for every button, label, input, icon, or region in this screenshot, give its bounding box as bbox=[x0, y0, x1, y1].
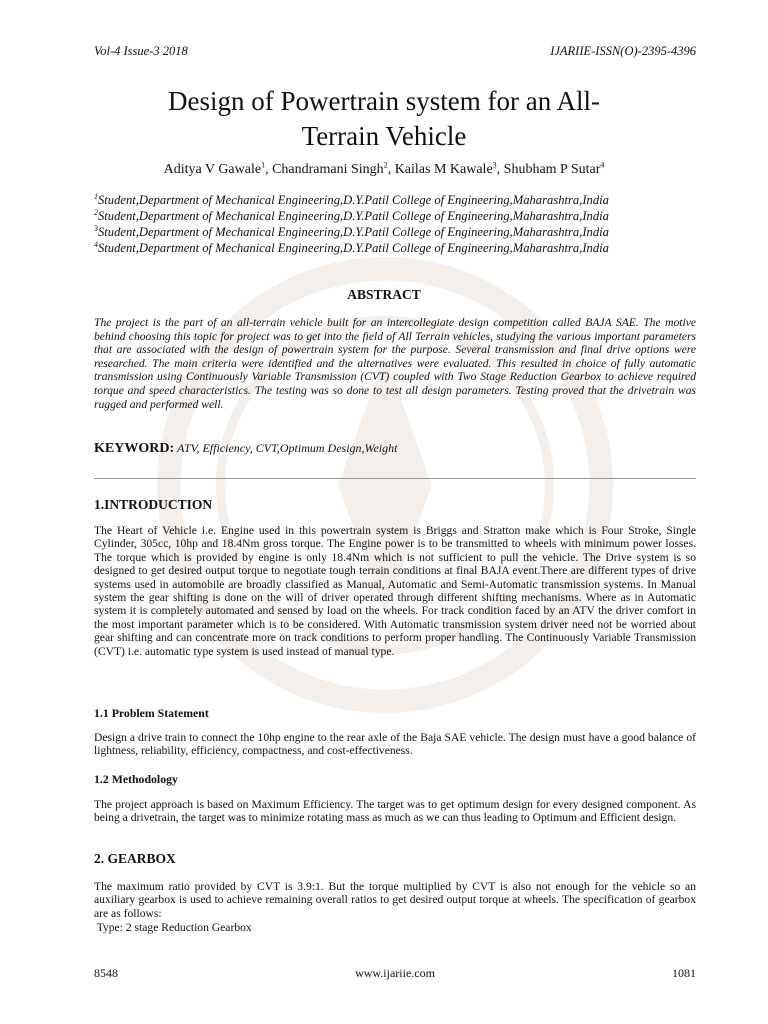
author-list: Aditya V Gawale$^1$, Chandramani Singh$^2$, Kailas M Kawale$^3$, Shubham P Sutar$^4$ bbox=[163, 160, 605, 177]
author-sup: 1 bbox=[261, 160, 266, 170]
intro-paragraph: The Heart of Vehicle i.e. Engine used in this powertrain system is Briggs and Stratton make which is Four Stroke, Single Cylinder, 305cc, 10hp and 18.4Nm gross torque. The Engine power is to be transmitted to wheels with minimum power losses. The torque which is provided by engine is only 18.4Nm which is not sufficient to pull the vehicle. The Drive system is so designed to get desired output torque to negotiate tough terrain conditions at final BAJA event.There are different types of drive systems used in automobile are broadly classified as Manual, Automatic and Semi-Automatic transmission systems. In Manual system the gear shifting is done on the will of driver operated through different shifting mechanisms. Where as in Automatic system it is completely automated and sensed by load on the wheels. For track condition faced by an ATV the driver comfort in the most important parameter which is to be considered. With Automatic transmission system driver need not be worried about gear shifting and can concentrate more on track conditions to perform proper handling. The Continuously Variable Transmission (CVT) i.e. automatic type system is used instead of manual type. bbox=[94, 524, 696, 658]
affiliation-text: Student,Department of Mechanical Engineering,D.Y.Patil College of Engineering,Maharashtra,India bbox=[98, 241, 609, 255]
affiliation-text: Student,Department of Mechanical Engineering,D.Y.Patil College of Engineering,Maharashtra,India bbox=[98, 209, 609, 223]
author-name: Shubham P Sutar bbox=[503, 162, 601, 177]
title-line-1: Design of Powertrain system for an All- bbox=[168, 86, 600, 116]
methodology-paragraph: The project approach is based on Maximum Efficiency. The target was to get optimum design for every designed component. As being a drivetrain, the target was to minimize rotating mass as much as we can thus leading to Optimum and Efficient design. bbox=[94, 798, 696, 825]
affiliation-sup: 4 bbox=[94, 239, 98, 249]
affiliations bbox=[94, 192, 698, 256]
title-line-2: Terrain Vehicle bbox=[301, 121, 467, 151]
abstract-text: The project is the part of an all-terrain vehicle built for an intercollegiate design competition called BAJA SAE. The motive behind choosing this topic for project was to get into the field of All Terrain vehicles, studying the various important parameters that are associated with the design of powertrain system for the purpose. Several transmission and final drive options were researched. The main criteria were identified and the alternatives were evaluated. This resulted in choice of fully automatic transmission using Continuously Variable Transmission (CVT) coupled with Two Stage Reduction Gearbox to achieve required torque and speed characteristics. The testing was so done to test all design parameters. Testing proved that the drivetrain was rugged and performed well. bbox=[94, 316, 696, 411]
author-name: Chandramani Singh bbox=[272, 162, 384, 177]
author-name: Aditya V Gawale bbox=[163, 162, 262, 177]
abstract-heading: ABSTRACT bbox=[347, 287, 421, 302]
footer-url: www.ijariie.com bbox=[355, 966, 435, 980]
affiliation-line bbox=[94, 224, 698, 240]
intro-heading: 1.INTRODUCTION bbox=[94, 497, 213, 512]
page-footer bbox=[94, 966, 696, 981]
keywords-text: ATV, Efficiency, CVT,Optimum Design,Weight bbox=[177, 441, 398, 455]
problem-heading: 1.1 Problem Statement bbox=[94, 706, 209, 720]
author-sup: 3 bbox=[492, 160, 497, 170]
issn: IJARIIE-ISSN(O)-2395-4396 bbox=[550, 44, 696, 58]
methodology-heading: 1.2 Methodology bbox=[94, 772, 178, 786]
paper-title bbox=[60, 84, 708, 154]
problem-paragraph: Design a drive train to connect the 10hp engine to the rear axle of the Baja SAE vehicle. The design must have a good balance of lightness, reliability, efficiency, compactness, and cost-effectiveness. bbox=[94, 731, 696, 758]
gearbox-heading: 2. GEARBOX bbox=[94, 851, 176, 866]
affiliation-text: Student,Department of Mechanical Engineering,D.Y.Patil College of Engineering,Maharashtra,India bbox=[98, 193, 609, 207]
author-name: Kailas M Kawale bbox=[394, 162, 493, 177]
page-number: 1081 bbox=[672, 966, 696, 980]
volume-issue: Vol-4 Issue-3 2018 bbox=[94, 44, 188, 58]
gearbox-type: Type: 2 stage Reduction Gearbox bbox=[94, 921, 252, 934]
affiliation-line bbox=[94, 192, 698, 208]
author-sup: 4 bbox=[600, 160, 605, 170]
affiliation-line bbox=[94, 240, 698, 256]
running-header bbox=[94, 44, 696, 59]
affiliation-sup: 2 bbox=[94, 207, 98, 217]
gearbox-paragraph: The maximum ratio provided by CVT is 3.9:1. But the torque multiplied by CVT is also not enough for the vehicle so an auxiliary gearbox is used to achieve remaining overall ratios to get desired output torque at wheels. The specification of gearbox are as follows: bbox=[94, 880, 696, 920]
affiliation-sup: 1 bbox=[94, 191, 98, 201]
keywords-label: KEYWORD: bbox=[94, 441, 175, 456]
affiliation-line bbox=[94, 208, 698, 224]
author-sup: 2 bbox=[383, 160, 388, 170]
affiliation-text: Student,Department of Mechanical Engineering,D.Y.Patil College of Engineering,Maharashtra,India bbox=[98, 225, 609, 239]
divider bbox=[94, 478, 696, 479]
footer-left: 8548 bbox=[94, 966, 118, 980]
affiliation-sup: 3 bbox=[94, 223, 98, 233]
keywords bbox=[94, 441, 696, 457]
